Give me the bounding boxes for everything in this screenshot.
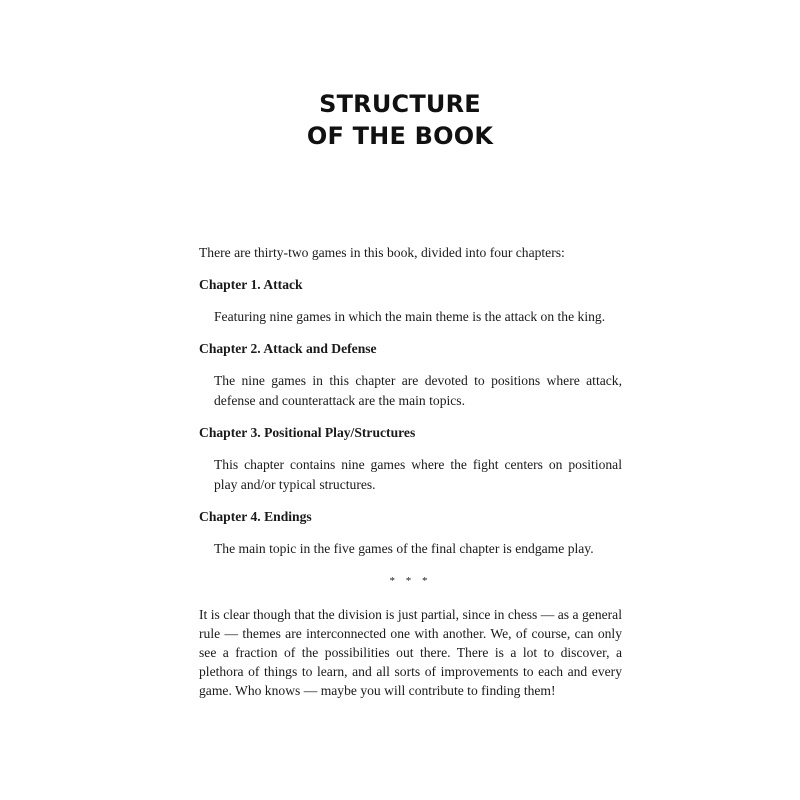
chapter-2-heading: Chapter 2. Attack and Defense [199,341,377,356]
intro-paragraph: There are thirty-two games in this book, divided into four chapters: [199,245,565,260]
title-line-2: OF THE BOOK [306,122,494,150]
title-line-1: STRUCTURE [319,90,481,118]
chapter-3-description: This chapter contains nine games where the fight centers on positional play and/or typical structures. [214,457,622,492]
chapter-4-description: The main topic in the five games of the final chapter is endgame play. [214,541,594,556]
closing-paragraph: It is clear though that the division is just partial, since in chess — as a general rule — themes are interconnected one with another. We, of course, can only see a fraction of the possibilities out there. There is a lot to discover, a plethora of things to learn, and all sorts of improvements to each and every game. Who knows — maybe you will contribute to finding them! [199,607,622,698]
chapter-3-heading: Chapter 3. Positional Play/Structures [199,425,416,440]
chapter-1-heading: Chapter 1. Attack [199,277,303,292]
chapter-4-heading: Chapter 4. Endings [199,509,312,524]
body-text [199,243,622,700]
page-title [0,88,800,152]
chapter-2-description: The nine games in this chapter are devoted to positions where attack, defense and counterattack are the main topics. [214,373,622,408]
chapter-1-description: Featuring nine games in which the main theme is the attack on the king. [214,309,606,324]
section-separator: * * * [389,575,432,587]
